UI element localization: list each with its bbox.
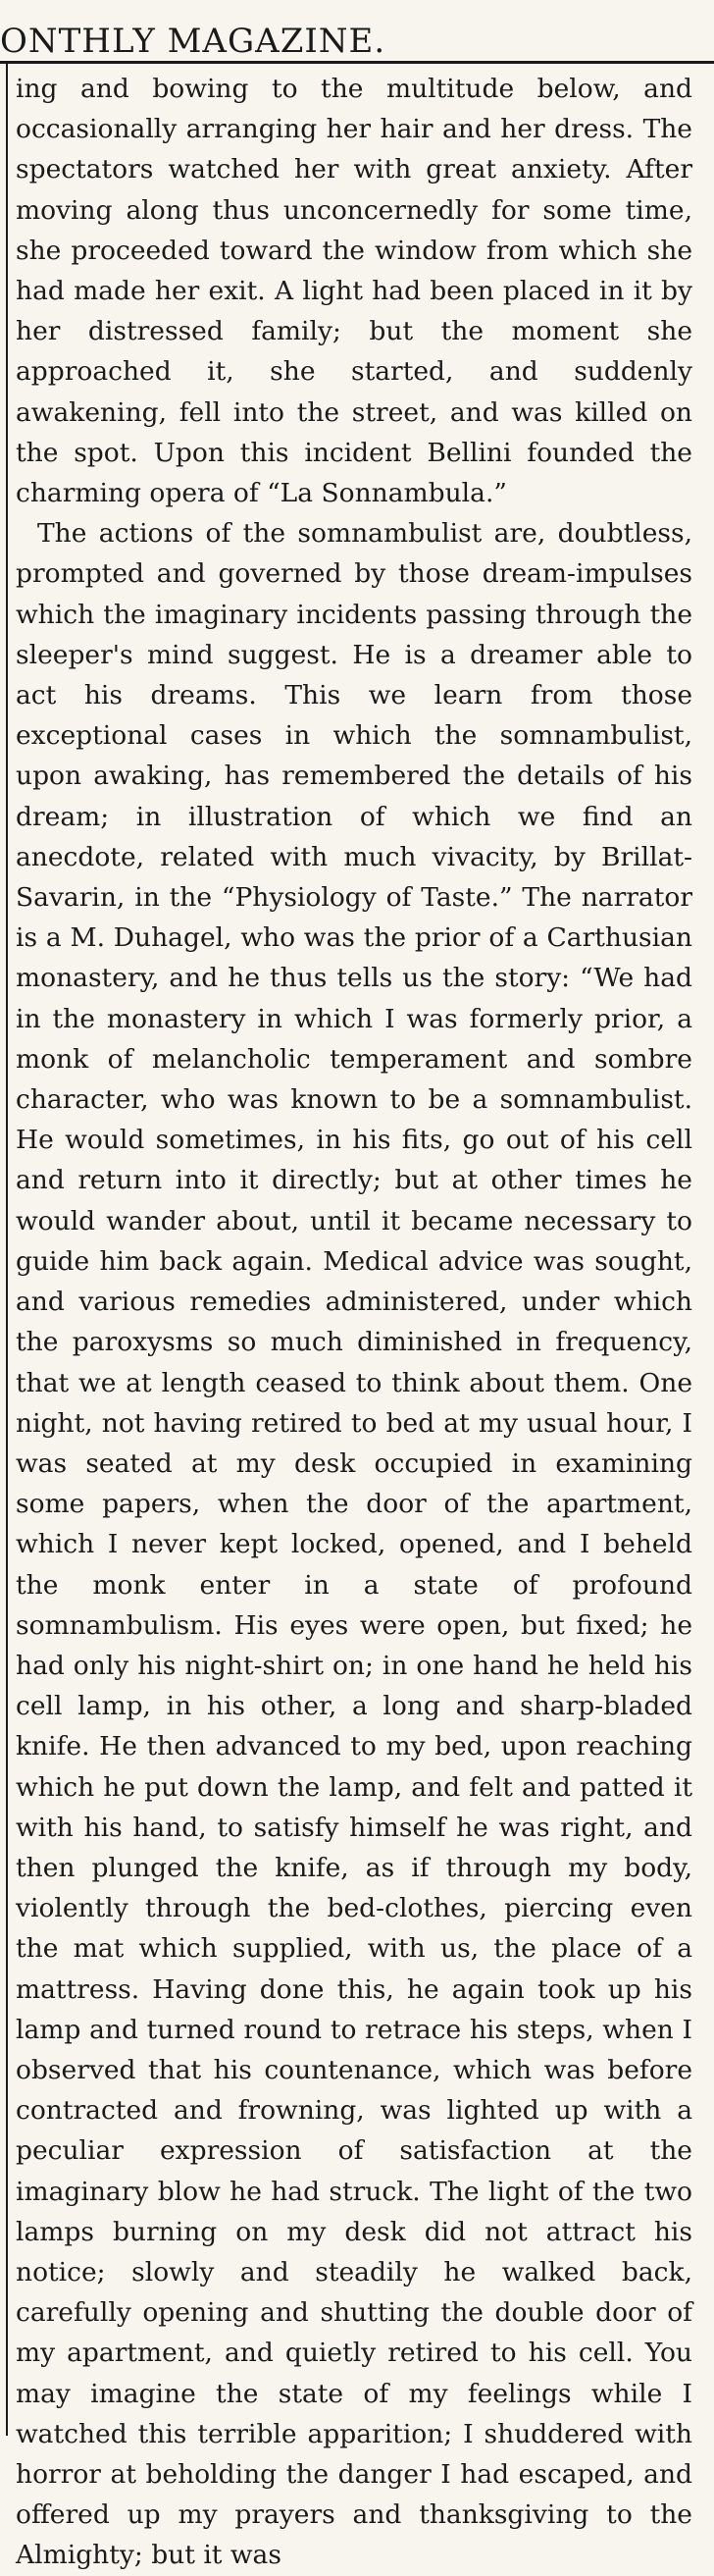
paragraph-somnambulist-actions: The actions of the somnambulist are, doubtless, prompted and governed by those dream-impulses which the imaginary incidents passing through the sleeper's mind suggest. He is a dreamer able to act his dreams. This we learn from those exceptional cases in which the somnambulist, upon awaking, has remembered the details of his dream; in illustration of which we find an anecdote, related with much vivacity, by Brillat-Savarin, in the “Physiology of Taste.” The narrator is a M. Duhagel, who was the prior of a Carthusian monastery, and he thus tells us the story: “We had in the monastery in which I was formerly prior, a monk of melancholic temperament and sombre character, who was known to be a somnambulist. He would sometimes, in his fits, go out of his cell and return into it directly; but at other times he would wander about, until it became necessary to guide him back again. Medical advice was sought, and various remedies administered, under which the paroxysms so much diminished in frequency, that we at length ceased to think about them. One night, not having retired to bed at my usual hour, I was seated at my desk occupied in examining some papers, when the door of the apartment, which I never kept locked, opened, and I beheld the monk enter in a state of profound somnambulism. His eyes were open, but fixed; he had only his night-shirt on; in one hand he held his cell lamp, in his other, a long and sharp-bladed knife. He then advanced to my bed, upon reaching which he put down the lamp, and felt and patted it with his hand, to satisfy himself he was right, and then plunged the knife, as if through my body, violently through the bed-clothes, piercing even the mat which supplied, with us, the place of a mattress. Having done this, he again took up his lamp and turned round to retrace his steps, when I observed that his countenance, which was before contracted and frowning, was lighted up with a peculiar expression of satisfaction at the imaginary blow he had struck. The light of the two lamps burning on my desk did not attract his notice; slowly and steadily he walked back, carefully opening and shutting the double door of my apartment, and quietly retired to his cell. You may imagine the state of my feelings while I watched this terrible apparition; I shuddered with horror at beholding the danger I had escaped, and offered up my prayers and thanksgiving to the Almighty; but it was (16, 518, 692, 2571)
header-rule (0, 61, 714, 64)
paragraph-continued: ing and bowing to the multitude below, and occasionally arranging her hair and her dress. The spectators watched her with great anxiety. After moving along thus unconcernedly for some time, she proceeded toward the window from which she had made her exit. A light had been placed in it by her distressed family; but the moment she approached it, she started, and suddenly awakening, fell into the street, and was killed on the spot. Upon this incident Bellini founded the charming opera of “La Sonnambula.” (16, 74, 692, 509)
article-column (16, 69, 692, 2576)
column-rule (6, 61, 8, 2436)
running-header: ONTHLY MAGAZINE. (0, 22, 386, 61)
